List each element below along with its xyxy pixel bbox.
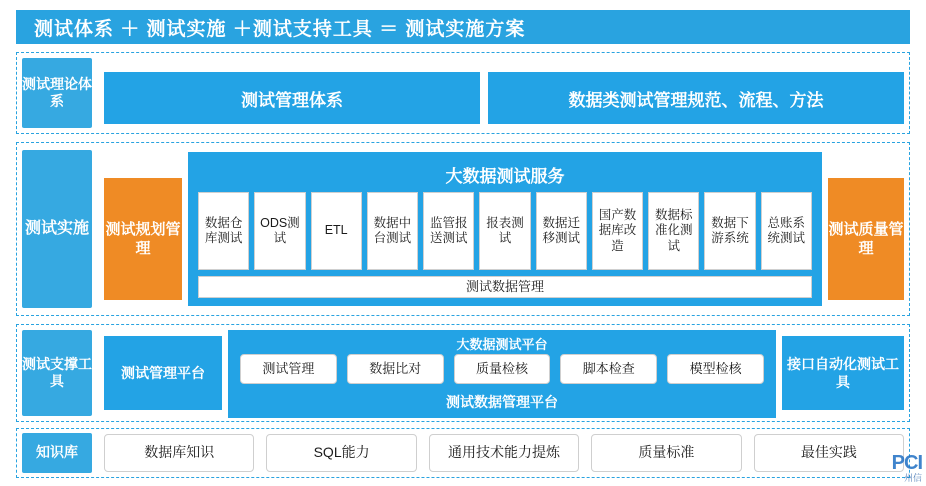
- platform-cell[interactable]: 质量检核: [454, 354, 551, 384]
- watermark-logo-text: PCI: [891, 452, 922, 475]
- service-cell[interactable]: 数据中台测试: [367, 192, 418, 270]
- watermark-sub-text: 州信: [903, 473, 922, 484]
- service-cell[interactable]: 国产数据库改造: [592, 192, 643, 270]
- platform-cell[interactable]: 数据比对: [347, 354, 444, 384]
- row-label-implementation: 测试实施: [22, 150, 92, 308]
- service-footer-test-data-management[interactable]: 测试数据管理: [198, 276, 812, 298]
- service-cell[interactable]: 数据迁移测试: [536, 192, 587, 270]
- impl-test-planning-box[interactable]: 测试规划管理: [104, 178, 182, 300]
- big-data-test-platform-footer: 测试数据管理平台: [446, 394, 558, 410]
- big-data-test-service-panel: [188, 152, 822, 306]
- service-cell[interactable]: 数据标准化测试: [648, 192, 699, 270]
- service-cell[interactable]: 监管报送测试: [423, 192, 474, 270]
- big-data-test-platform-panel: [228, 330, 776, 418]
- service-cell[interactable]: 报表测试: [479, 192, 530, 270]
- knowledge-cell[interactable]: SQL能力: [266, 434, 416, 472]
- row-label-tools: 测试支撑工具: [22, 330, 92, 416]
- row-label-theory: 测试理论体系: [22, 58, 92, 128]
- knowledge-cell[interactable]: 通用技术能力提炼: [429, 434, 579, 472]
- big-data-test-service-cells: [198, 192, 812, 270]
- service-cell[interactable]: 总账系统测试: [761, 192, 812, 270]
- tools-api-automation[interactable]: 接口自动化测试工具: [782, 336, 904, 410]
- knowledge-cell[interactable]: 质量标准: [591, 434, 741, 472]
- big-data-test-platform-title: 大数据测试平台: [456, 337, 548, 352]
- row-label-knowledge: 知识库: [22, 433, 92, 473]
- diagram-title-bar: [16, 10, 910, 44]
- impl-test-quality-box[interactable]: 测试质量管理: [828, 178, 904, 300]
- service-cell[interactable]: ODS测试: [254, 192, 305, 270]
- theory-box-data-standards[interactable]: 数据类测试管理规范、流程、方法: [488, 72, 904, 124]
- tools-test-management-platform[interactable]: 测试管理平台: [104, 336, 222, 410]
- service-cell[interactable]: 数据下游系统: [704, 192, 755, 270]
- page-title: 测试体系 ＋ 测试实施 ＋测试支持工具 ＝ 测试实施方案: [34, 18, 526, 40]
- big-data-test-service-title: 大数据测试服务: [445, 167, 565, 186]
- service-cell[interactable]: ETL: [311, 192, 362, 270]
- knowledge-cell[interactable]: 最佳实践: [754, 434, 904, 472]
- platform-cell[interactable]: 测试管理: [240, 354, 337, 384]
- big-data-test-platform-cells: [240, 354, 764, 384]
- theory-box-management-system[interactable]: 测试管理体系: [104, 72, 480, 124]
- service-cell[interactable]: 数据仓库测试: [198, 192, 249, 270]
- knowledge-cell[interactable]: 数据库知识: [104, 434, 254, 472]
- platform-cell[interactable]: 脚本检查: [560, 354, 657, 384]
- platform-cell[interactable]: 模型检核: [667, 354, 764, 384]
- knowledge-cells: [104, 434, 904, 472]
